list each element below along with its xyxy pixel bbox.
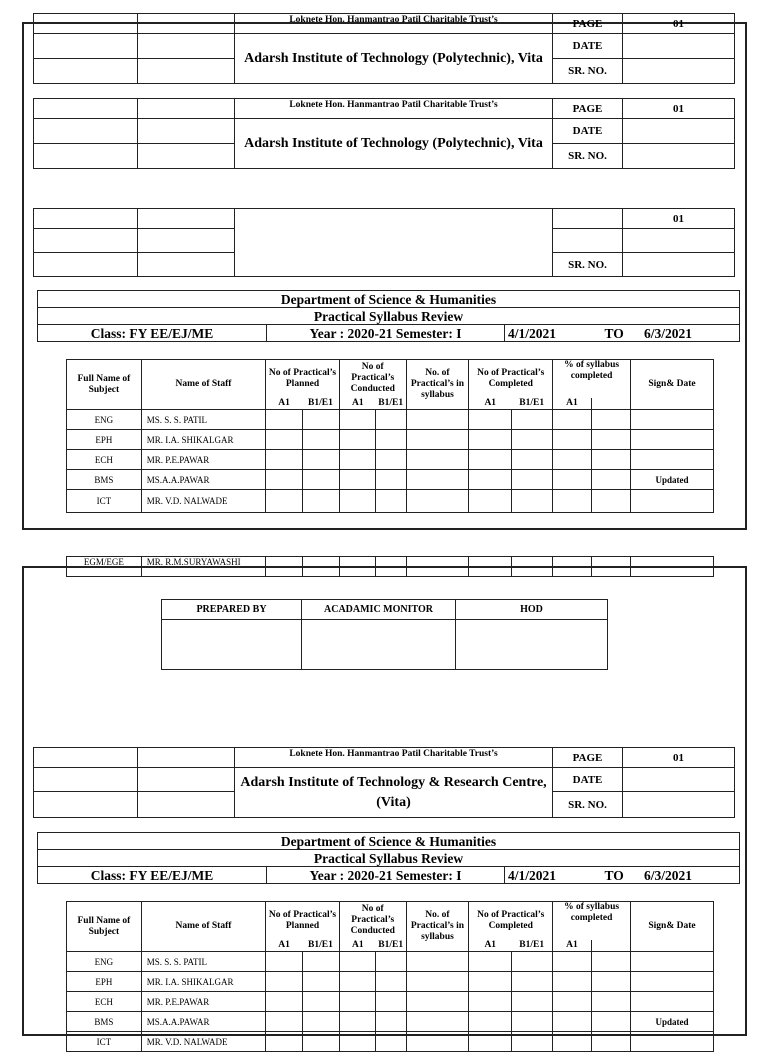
row-cell bbox=[339, 1032, 375, 1052]
row-subject: ECH bbox=[67, 992, 142, 1012]
department-name: Department of Science & Humanities bbox=[38, 291, 740, 308]
institute-name: Adarsh Institute of Technology (Polytechnic), Vita bbox=[235, 34, 553, 84]
sub-a1: A1 bbox=[469, 940, 511, 952]
row-cell bbox=[469, 470, 511, 490]
row-cell bbox=[591, 410, 630, 430]
trust-name: Loknete Hon. Hanmantrao Patil Charitable Trust’s bbox=[235, 14, 553, 34]
table-row bbox=[67, 972, 714, 992]
table-row bbox=[67, 490, 714, 513]
year-semester: Year : 2020-21 Semester: I bbox=[267, 867, 505, 884]
row-cell bbox=[553, 430, 591, 450]
row-cell bbox=[469, 410, 511, 430]
col-conducted: No of Practical’s Conducted bbox=[339, 360, 406, 398]
row-cell bbox=[511, 470, 552, 490]
row-cell bbox=[553, 972, 591, 992]
table-row bbox=[67, 430, 714, 450]
col-planned: No of Practical’s Planned bbox=[266, 902, 340, 940]
row-cell bbox=[469, 972, 511, 992]
institute-name: Adarsh Institute of Technology (Polytechnic), Vita bbox=[235, 119, 553, 169]
row-subject: EPH bbox=[67, 972, 142, 992]
institute-name: Adarsh Institute of Technology & Research Centre,(Vita) bbox=[235, 768, 553, 818]
table-row bbox=[67, 992, 714, 1012]
row-cell bbox=[553, 490, 591, 513]
header-table bbox=[33, 13, 735, 84]
row-staff: MR. I.A. SHIKALGAR bbox=[141, 972, 265, 992]
to-label: TO bbox=[604, 867, 624, 883]
sub-b1: B1/E1 bbox=[511, 940, 552, 952]
row-sign: Updated bbox=[631, 470, 714, 490]
page-label: PAGE bbox=[553, 99, 623, 119]
row-cell bbox=[302, 992, 339, 1012]
cut-row-clip bbox=[66, 556, 716, 568]
class-line: Class: FY EE/EJ/ME bbox=[38, 867, 267, 884]
row-sign bbox=[631, 952, 714, 972]
trust-name: Loknete Hon. Hanmantrao Patil Charitable Trust’s bbox=[235, 99, 553, 119]
prepared-by: PREPARED BY bbox=[162, 600, 302, 620]
sub-b1: B1/E1 bbox=[376, 398, 406, 410]
row-cell bbox=[511, 490, 552, 513]
page-number: 01 bbox=[623, 14, 735, 34]
row-cell bbox=[339, 470, 375, 490]
srno-label: SR. NO. bbox=[553, 792, 623, 818]
row-cell bbox=[511, 430, 552, 450]
sub-a1: A1 bbox=[469, 398, 511, 410]
page-label: PAGE bbox=[553, 14, 623, 34]
row-staff: MR. V.D. NALWADE bbox=[141, 1032, 265, 1052]
row-cell bbox=[406, 470, 469, 490]
col-completed: No of Practical’s Completed bbox=[469, 360, 553, 398]
cut-row-table bbox=[66, 556, 714, 577]
page-number: 01 bbox=[623, 99, 735, 119]
col-percent: % of syllabus completed bbox=[553, 902, 631, 940]
table-row bbox=[67, 470, 714, 490]
department-name: Department of Science & Humanities bbox=[38, 833, 740, 850]
row-cell bbox=[266, 1012, 302, 1032]
date-label: DATE bbox=[553, 768, 623, 792]
row-staff: MR. P.E.PAWAR bbox=[141, 992, 265, 1012]
row-cell bbox=[553, 450, 591, 470]
row-cell bbox=[591, 992, 630, 1012]
row-cell bbox=[511, 1032, 552, 1052]
hod: HOD bbox=[456, 600, 608, 620]
header-block-clipped bbox=[33, 15, 735, 87]
row-staff: MS.A.A.PAWAR bbox=[141, 470, 265, 490]
row-cell bbox=[406, 972, 469, 992]
row-cell bbox=[553, 992, 591, 1012]
syllabus-table bbox=[66, 901, 714, 1052]
header-table bbox=[33, 98, 735, 169]
sub-a1: A1 bbox=[266, 398, 302, 410]
date-from: 4/1/2021 bbox=[505, 325, 605, 342]
class-line: Class: FY EE/EJ/ME bbox=[38, 325, 267, 342]
row-cell bbox=[406, 952, 469, 972]
date-to: 6/3/2021 bbox=[644, 325, 693, 341]
table-row bbox=[67, 450, 714, 470]
row-subject: EPH bbox=[67, 430, 142, 450]
table-row bbox=[67, 952, 714, 972]
row-cell bbox=[406, 1032, 469, 1052]
row-cell bbox=[339, 410, 375, 430]
row-cell bbox=[302, 470, 339, 490]
row-cell bbox=[302, 1012, 339, 1032]
row-cell bbox=[591, 430, 630, 450]
row-cell bbox=[266, 470, 302, 490]
col-conducted: No of Practical’s Conducted bbox=[339, 902, 406, 940]
sub-a1: A1 bbox=[339, 940, 375, 952]
row-cell bbox=[591, 1012, 630, 1032]
hod-sign-box bbox=[456, 620, 608, 670]
monitor-sign-box bbox=[302, 620, 456, 670]
row-cell bbox=[266, 972, 302, 992]
sub-b1: B1/E1 bbox=[302, 398, 339, 410]
row-cell bbox=[376, 972, 406, 992]
table-row bbox=[67, 410, 714, 430]
row-cell bbox=[591, 450, 630, 470]
srno-label: SR. NO. bbox=[553, 253, 623, 277]
row-sign: Updated bbox=[631, 1012, 714, 1032]
col-syllabus: No. of Practical’s in syllabus bbox=[406, 360, 469, 410]
row-cell bbox=[376, 430, 406, 450]
sub-a1: A1 bbox=[339, 398, 375, 410]
row-cell bbox=[339, 430, 375, 450]
row-cell bbox=[266, 490, 302, 513]
row-cell bbox=[302, 430, 339, 450]
row-cell bbox=[553, 952, 591, 972]
row-cell bbox=[302, 450, 339, 470]
to-label: TO bbox=[604, 325, 624, 341]
row-cell bbox=[266, 992, 302, 1012]
row-staff: MS. S. S. PATIL bbox=[141, 410, 265, 430]
row-cell bbox=[553, 470, 591, 490]
col-sign: Sign& Date bbox=[631, 360, 714, 410]
row-cell bbox=[591, 972, 630, 992]
row-cell bbox=[469, 1012, 511, 1032]
row-cell bbox=[339, 490, 375, 513]
row-cell bbox=[553, 1032, 591, 1052]
row-cell bbox=[302, 952, 339, 972]
row-subject: ENG bbox=[67, 952, 142, 972]
row-subject: BMS bbox=[67, 470, 142, 490]
col-completed: No of Practical’s Completed bbox=[469, 902, 553, 940]
col-percent: % of syllabus completed bbox=[553, 360, 631, 398]
row-cell bbox=[511, 992, 552, 1012]
year-semester: Year : 2020-21 Semester: I bbox=[267, 325, 505, 342]
row-cell bbox=[339, 992, 375, 1012]
page-number: 01 bbox=[623, 209, 735, 229]
row-cell bbox=[511, 952, 552, 972]
row-cell bbox=[591, 952, 630, 972]
row-cell bbox=[266, 450, 302, 470]
row-cell bbox=[511, 972, 552, 992]
date-from: 4/1/2021 bbox=[505, 867, 605, 884]
academic-monitor: ACADAMIC MONITOR bbox=[302, 600, 456, 620]
row-cell bbox=[376, 470, 406, 490]
grid-clip bbox=[66, 901, 716, 1047]
syllabus-table bbox=[66, 359, 714, 513]
row-cell bbox=[339, 1012, 375, 1032]
row-cell bbox=[302, 972, 339, 992]
row-subject: ECH bbox=[67, 450, 142, 470]
row-cell bbox=[266, 1032, 302, 1052]
row-subject: BMS bbox=[67, 1012, 142, 1032]
table-row bbox=[67, 1012, 714, 1032]
row-cell bbox=[266, 410, 302, 430]
row-staff: MS. S. S. PATIL bbox=[141, 952, 265, 972]
row-sign bbox=[631, 1032, 714, 1052]
row-cell bbox=[591, 1032, 630, 1052]
row-cell bbox=[469, 992, 511, 1012]
row-cell bbox=[511, 450, 552, 470]
row-subject: ICT bbox=[67, 1032, 142, 1052]
date-to: 6/3/2021 bbox=[644, 867, 693, 883]
row-cell bbox=[406, 490, 469, 513]
row-cell bbox=[591, 490, 630, 513]
row-cell bbox=[469, 430, 511, 450]
row-cell bbox=[376, 992, 406, 1012]
department-block bbox=[37, 290, 740, 342]
row-staff: MR. P.E.PAWAR bbox=[141, 450, 265, 470]
row-sign bbox=[631, 992, 714, 1012]
row-cell bbox=[266, 952, 302, 972]
review-title: Practical Syllabus Review bbox=[38, 850, 740, 867]
col-staff: Name of Staff bbox=[141, 360, 265, 410]
row-cell bbox=[591, 470, 630, 490]
row-cell bbox=[302, 410, 339, 430]
header-table bbox=[33, 747, 735, 818]
row-cell bbox=[406, 410, 469, 430]
sub-b1: B1/E1 bbox=[511, 398, 552, 410]
row-cell bbox=[469, 1032, 511, 1052]
row-cell bbox=[553, 1012, 591, 1032]
col-subject: Full Name of Subject bbox=[67, 902, 142, 952]
col-staff: Name of Staff bbox=[141, 902, 265, 952]
row-cell bbox=[553, 410, 591, 430]
row-cell bbox=[302, 1032, 339, 1052]
row-cell bbox=[266, 430, 302, 450]
row-cell bbox=[469, 450, 511, 470]
row-cell bbox=[469, 490, 511, 513]
row-cell bbox=[406, 430, 469, 450]
row-cell bbox=[469, 952, 511, 972]
row-sign bbox=[631, 490, 714, 513]
row-cell bbox=[376, 1032, 406, 1052]
table-row bbox=[67, 1032, 714, 1052]
row-sign bbox=[631, 430, 714, 450]
col-planned: No of Practical’s Planned bbox=[266, 360, 340, 398]
row-staff: MS.A.A.PAWAR bbox=[141, 1012, 265, 1032]
row-cell bbox=[376, 450, 406, 470]
row-cell bbox=[376, 410, 406, 430]
page-number: 01 bbox=[623, 748, 735, 768]
row-cell bbox=[511, 1012, 552, 1032]
sub-b1: B1/E1 bbox=[376, 940, 406, 952]
signature-table bbox=[161, 599, 608, 670]
row-subject: ENG bbox=[67, 410, 142, 430]
row-cell bbox=[339, 952, 375, 972]
row-cell bbox=[339, 450, 375, 470]
col-syllabus: No. of Practical’s in syllabus bbox=[406, 902, 469, 952]
row-cell bbox=[339, 972, 375, 992]
sub-a1: A1 bbox=[553, 940, 591, 952]
srno-label: SR. NO. bbox=[553, 59, 623, 84]
row-cell bbox=[406, 1012, 469, 1032]
row-cell bbox=[406, 450, 469, 470]
trust-name: Loknete Hon. Hanmantrao Patil Charitable Trust’s bbox=[235, 748, 553, 768]
row-sign bbox=[631, 410, 714, 430]
col-sign: Sign& Date bbox=[631, 902, 714, 952]
row-staff: MR. I.A. SHIKALGAR bbox=[141, 430, 265, 450]
row-sign bbox=[631, 972, 714, 992]
sub-b1: B1/E1 bbox=[302, 940, 339, 952]
review-title: Practical Syllabus Review bbox=[38, 308, 740, 325]
row-staff: MR. V.D. NALWADE bbox=[141, 490, 265, 513]
date-label: DATE bbox=[553, 34, 623, 59]
srno-label: SR. NO. bbox=[553, 144, 623, 169]
row-cell bbox=[511, 410, 552, 430]
row-cell bbox=[376, 490, 406, 513]
date-label: DATE bbox=[553, 119, 623, 144]
sub-a1: A1 bbox=[266, 940, 302, 952]
row-cell bbox=[406, 992, 469, 1012]
row-cell bbox=[376, 952, 406, 972]
prepared-sign-box bbox=[162, 620, 302, 670]
cut-staff: MR. R.M.SURYAWASHI bbox=[141, 557, 265, 577]
row-subject: ICT bbox=[67, 490, 142, 513]
sub-a1: A1 bbox=[553, 398, 591, 410]
row-cell bbox=[302, 490, 339, 513]
row-cell bbox=[376, 1012, 406, 1032]
department-block bbox=[37, 832, 740, 884]
cut-subject: EGM/EGE bbox=[67, 557, 142, 577]
row-sign bbox=[631, 450, 714, 470]
col-subject: Full Name of Subject bbox=[67, 360, 142, 410]
header-table-blank bbox=[33, 208, 735, 277]
page-label: PAGE bbox=[553, 748, 623, 768]
